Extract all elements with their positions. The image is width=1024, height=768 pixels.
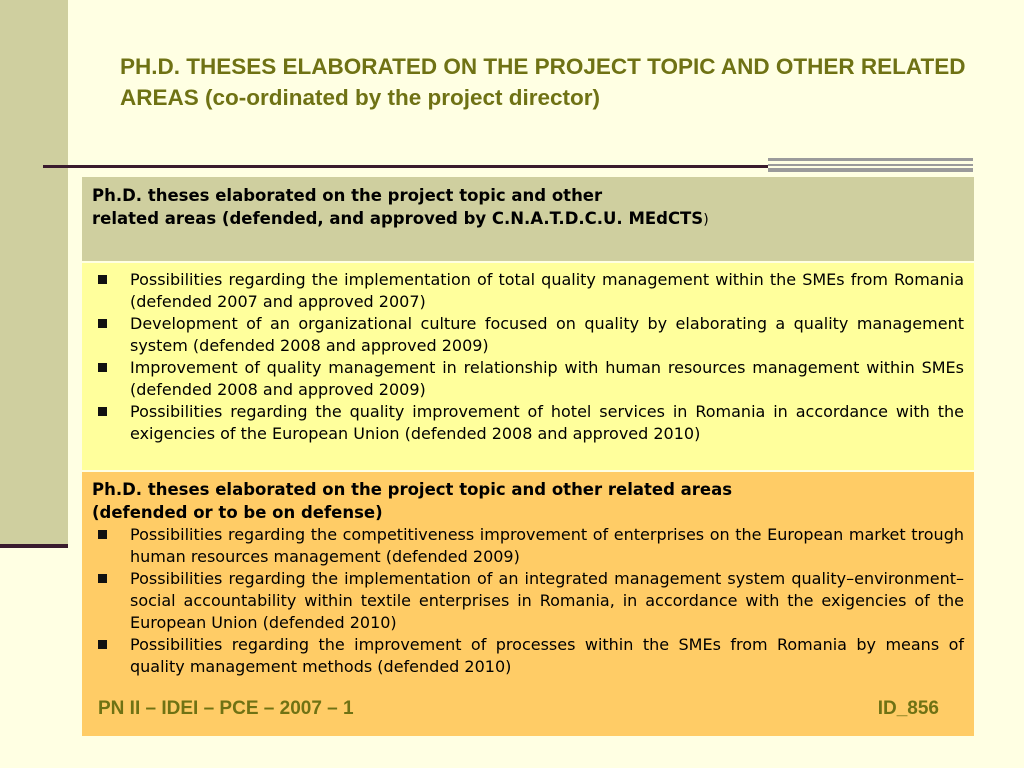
bullet-square-icon: [98, 319, 107, 328]
footer-id: ID_856: [877, 698, 939, 719]
bullet-square-icon: [98, 530, 107, 539]
list-item: Possibilities regarding the implementation of an integrated management system quality–environment– social accountability within textile enterprises in Romania, in accordance with the exigencies of the European Union (defended 2010): [92, 568, 964, 634]
list-item: Possibilities regarding the quality improvement of hotel services in Romania in accordance with the exigencies of the European Union (defended 2008 and approved 2010): [92, 401, 964, 445]
section1-heading-line2: related areas (defended, and approved by C.N.A.T.D.C.U. MEdCTS: [92, 209, 704, 228]
bullet-square-icon: [98, 574, 107, 583]
list-item: Possibilities regarding the implementation of total quality management within the SMEs from Romania (defended 2007 and approved 2007): [92, 269, 964, 313]
bullet-square-icon: [98, 275, 107, 284]
list-item: Possibilities regarding the competitiveness improvement of enterprises on the European market trough human resources management (defended 2009): [92, 524, 964, 568]
section1-heading-paren: ): [703, 212, 709, 228]
section1-heading-line2-wrap: [92, 207, 964, 232]
bullet-square-icon: [98, 640, 107, 649]
title-divider: [43, 165, 768, 168]
section1-heading: [82, 177, 974, 261]
footer-project-code: PN II – IDEI – PCE – 2007 – 1: [98, 698, 354, 719]
section1-heading-line1: Ph.D. theses elaborated on the project topic and other: [92, 186, 603, 205]
title-divider-accent: [768, 158, 973, 175]
footer: [98, 698, 943, 720]
slide-title: PH.D. THESES ELABORATED ON THE PROJECT TOPIC AND OTHER RELATED AREAS (co-ordinated by the project director): [120, 54, 966, 110]
left-decor-band: [0, 0, 68, 548]
list-item: Improvement of quality management in relationship with human resources management within SMEs (defended 2008 and approved 2009): [92, 357, 964, 401]
section2-heading-line2: (defended or to be on defense): [92, 503, 383, 522]
list-item: Development of an organizational culture focused on quality by elaborating a quality management system (defended 2008 and approved 2009): [92, 313, 964, 357]
section2-heading-line1: Ph.D. theses elaborated on the project topic and other related areas: [92, 480, 733, 499]
bullet-square-icon: [98, 363, 107, 372]
list-item: Possibilities regarding the improvement of processes within the SMEs from Romania by means of quality management methods (defended 2010): [92, 634, 964, 678]
bullet-square-icon: [98, 407, 107, 416]
section2-panel: [82, 472, 974, 736]
section1-list: [82, 263, 974, 470]
left-decor-line: [0, 544, 68, 548]
